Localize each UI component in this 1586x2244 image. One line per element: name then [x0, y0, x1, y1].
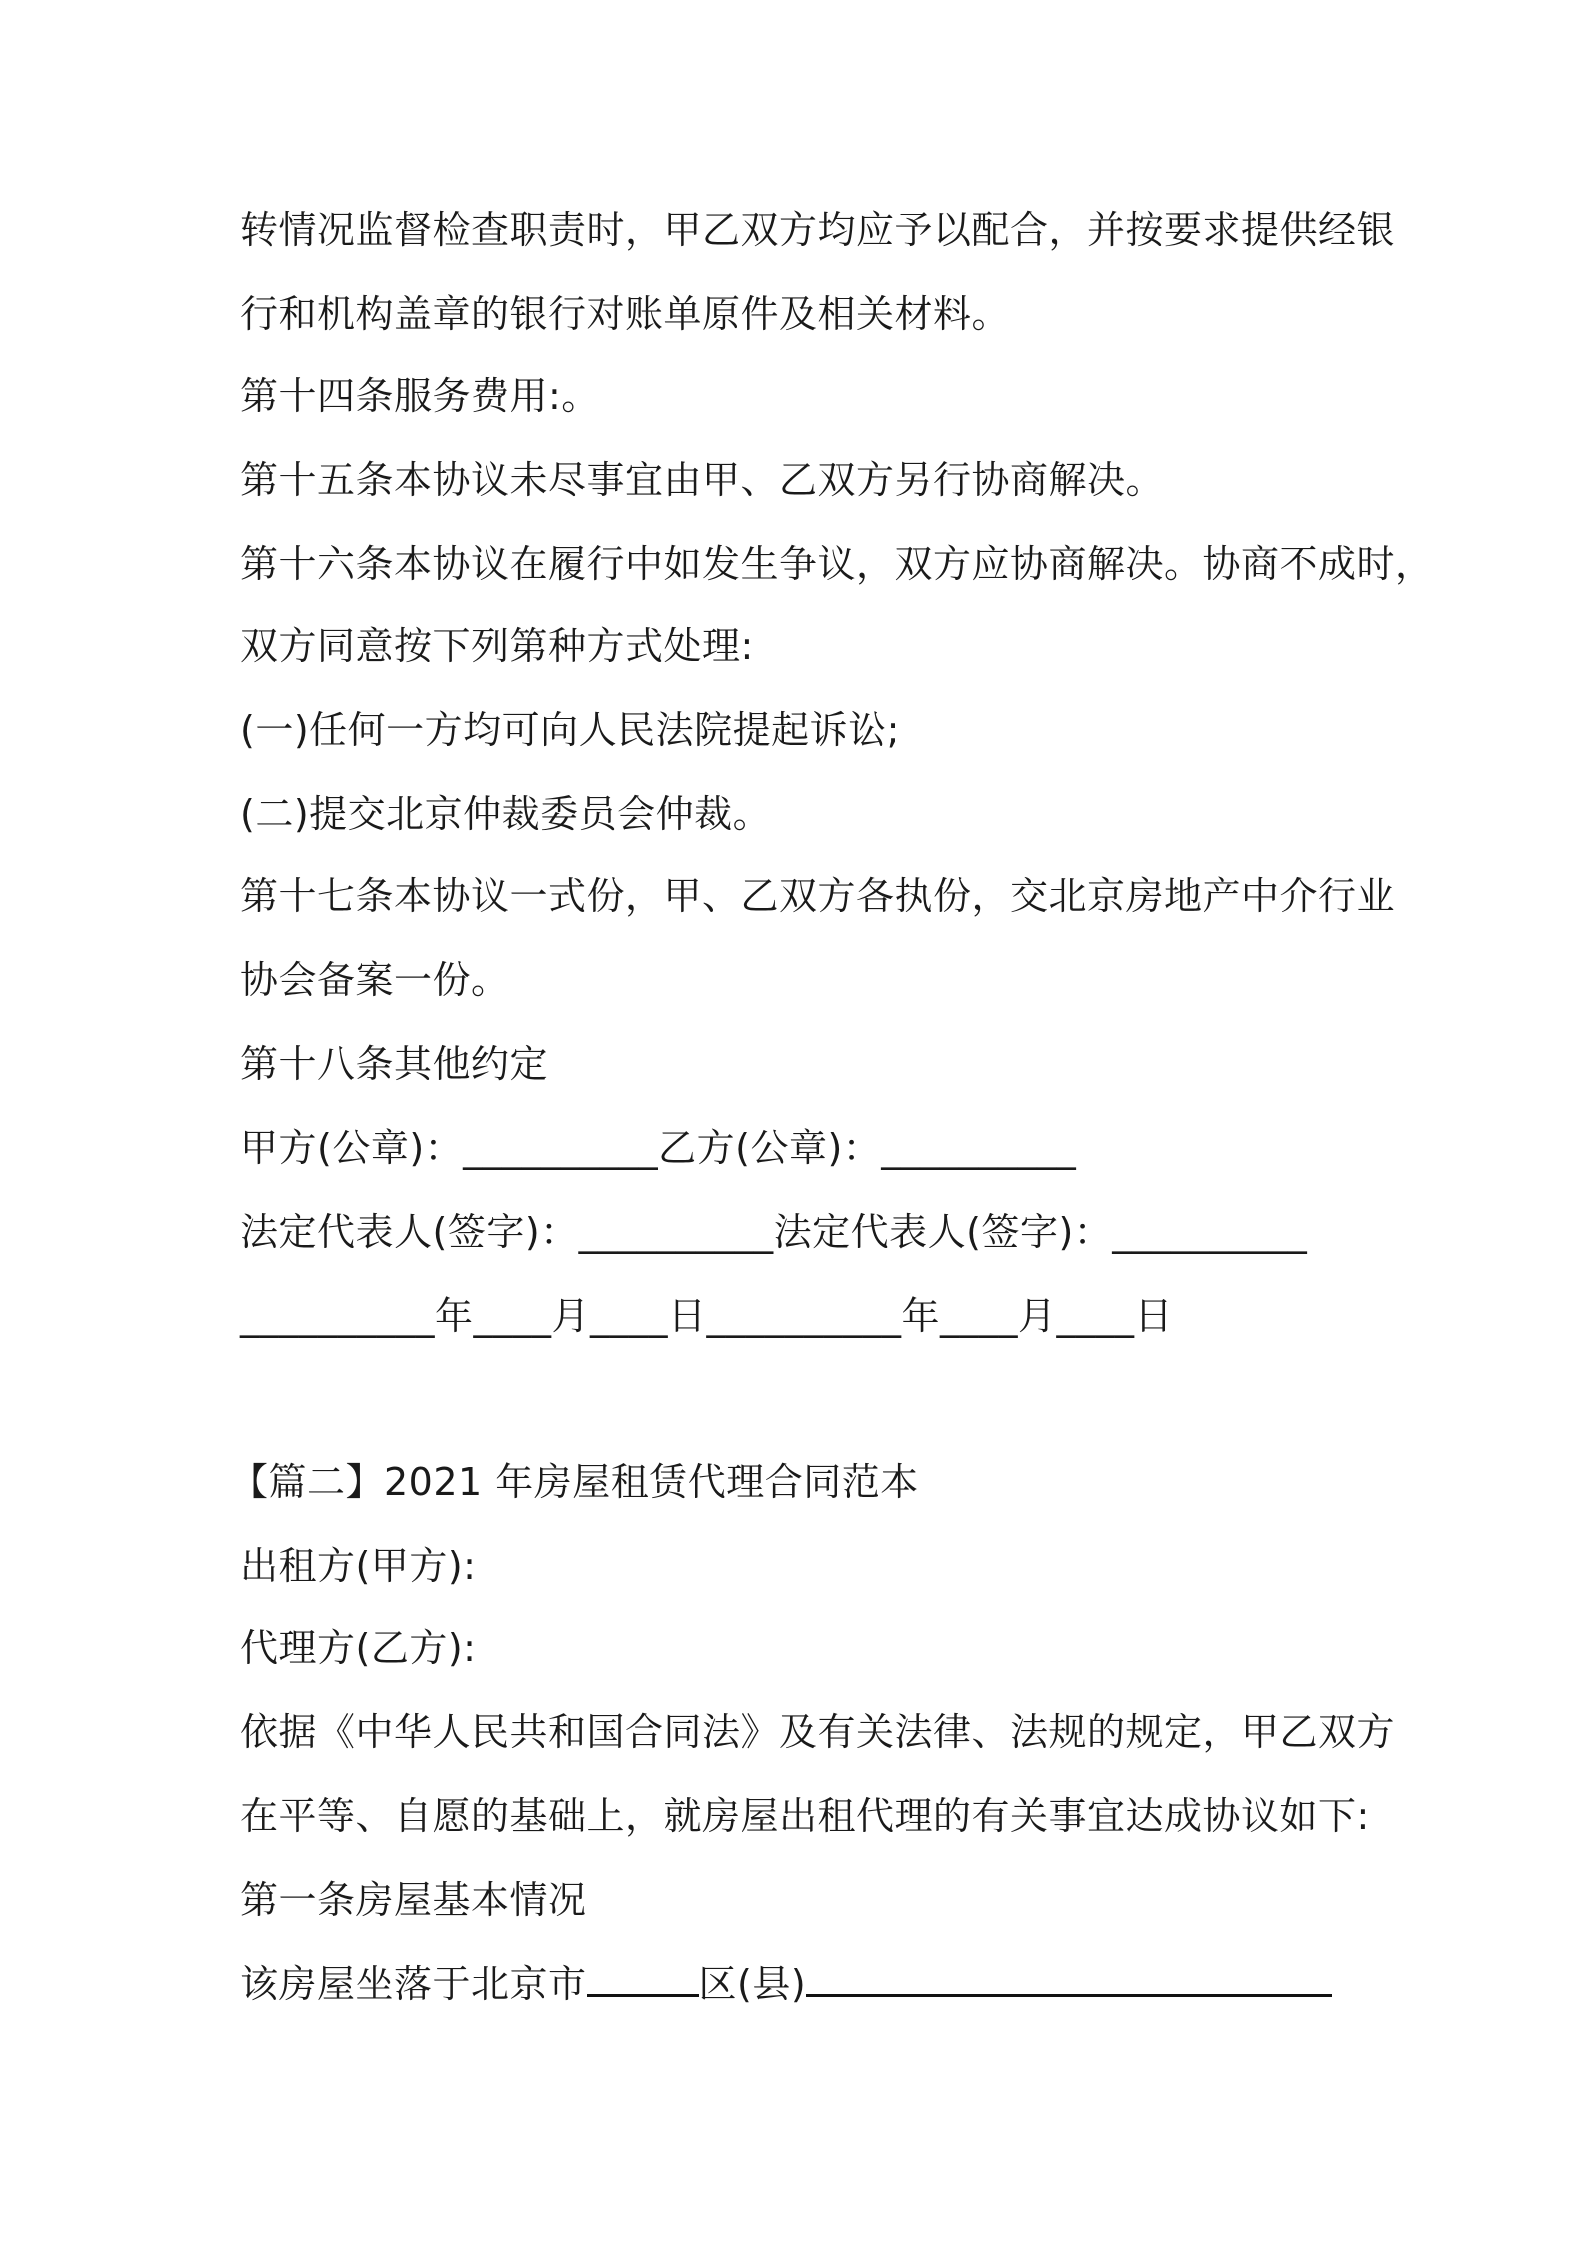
address-blank [806, 1958, 1332, 1997]
text-line: (一)任何一方均可向人民法院提起诉讼; [240, 708, 900, 752]
section-heading: 【篇二】2021 年房屋租赁代理合同范本 [230, 1460, 919, 1504]
text-line: (二)提交北京仲裁委员会仲裁。 [240, 792, 772, 836]
text-line: 第十四条服务费用:。 [240, 374, 600, 418]
text-line: 协会备案一份。 [240, 958, 510, 1002]
text-line: 第十七条本协议一式份，甲、乙双方各执份，交北京房地产中介行业 [240, 874, 1396, 918]
district-blank [587, 1958, 699, 1997]
text-line: 代理方(乙方): [240, 1626, 477, 1670]
address-line [240, 1958, 1332, 2008]
text-line: 第十五条本协议未尽事宜由甲、乙双方另行协商解决。 [240, 458, 1165, 502]
text-line: 第十六条本协议在履行中如发生争议，双方应协商解决。协商不成时， [240, 542, 1434, 586]
signature-line-seal: 甲方(公章)：__________乙方(公章)：__________ [240, 1126, 1077, 1170]
text-line: 第一条房屋基本情况 [240, 1878, 587, 1922]
text-line: 转情况监督检查职责时，甲乙双方均应予以配合，并按要求提供经银 [240, 208, 1396, 252]
address-prefix: 该房屋坐落于北京市 [240, 1962, 587, 2006]
signature-line-representative: 法定代表人(签字)：__________法定代表人(签字)：__________ [240, 1210, 1308, 1254]
address-district-label: 区(县) [698, 1962, 807, 2006]
signature-line-date: __________年____月____日__________年____月____日 [240, 1294, 1174, 1338]
text-line: 在平等、自愿的基础上，就房屋出租代理的有关事宜达成协议如下: [240, 1794, 1370, 1838]
text-line: 双方同意按下列第种方式处理: [240, 624, 754, 668]
text-line: 行和机构盖章的银行对账单原件及相关材料。 [240, 292, 1011, 336]
text-line: 第十八条其他约定 [240, 1042, 549, 1086]
text-line: 依据《中华人民共和国合同法》及有关法律、法规的规定，甲乙双方 [240, 1710, 1396, 1754]
text-line: 出租方(甲方): [240, 1544, 477, 1588]
